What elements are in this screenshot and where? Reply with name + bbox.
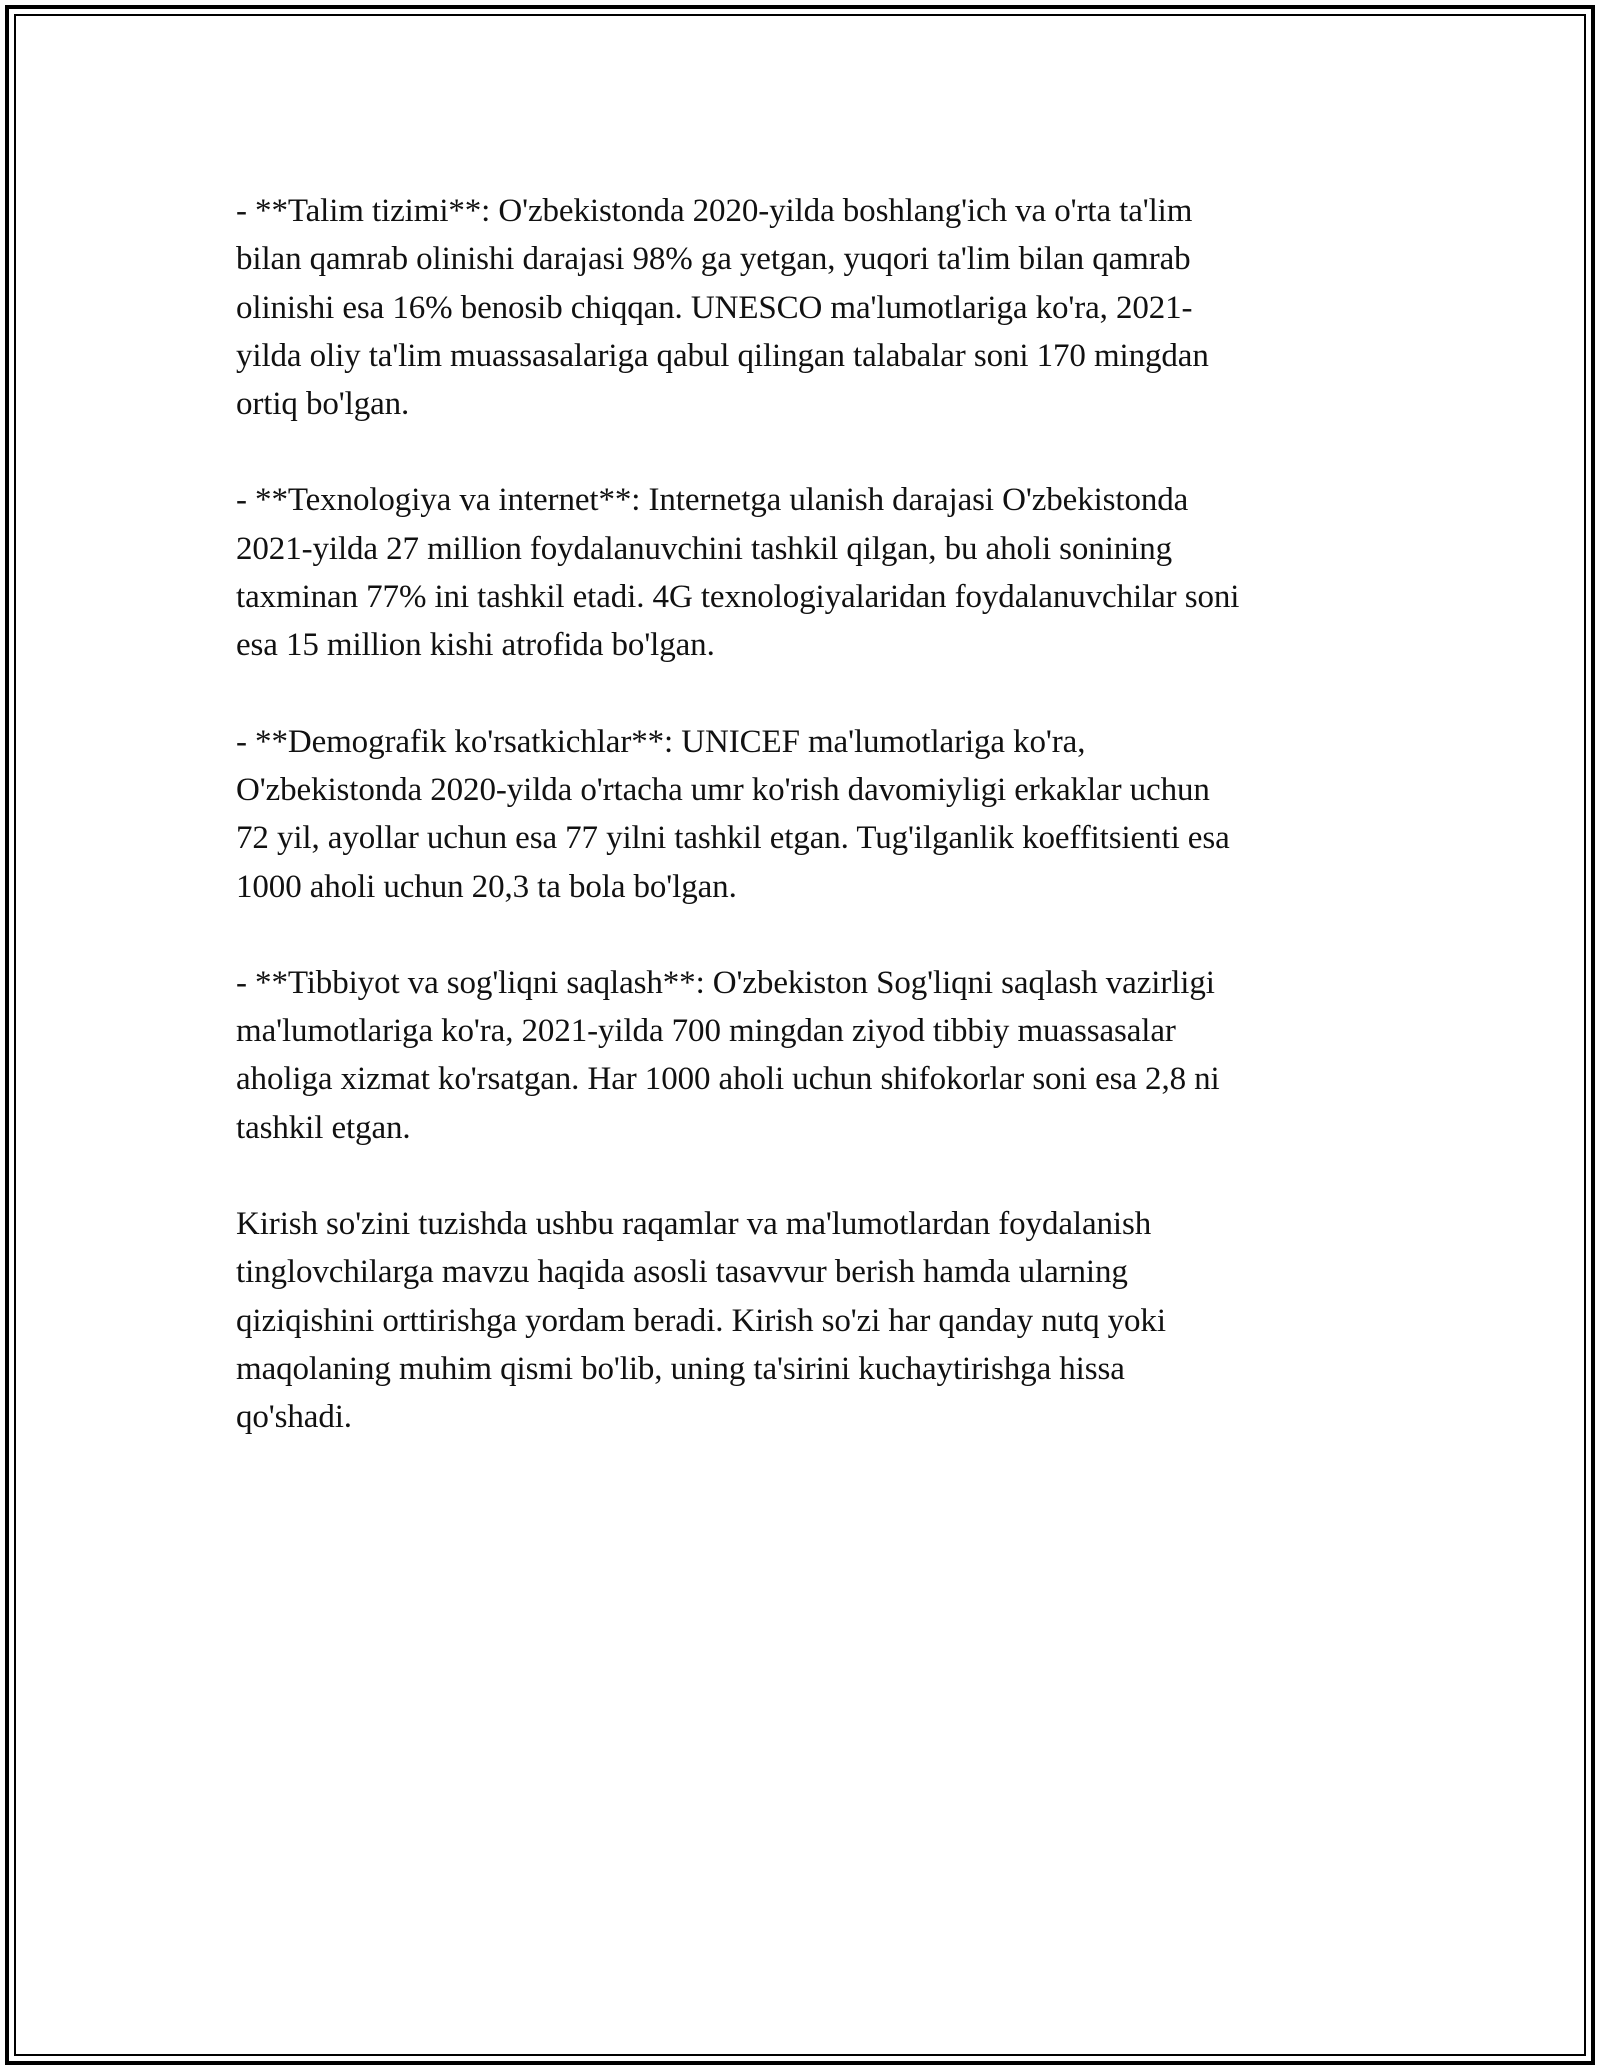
paragraph-demographics: - **Demografik ko'rsatkichlar**: UNICEF ma'lumotlariga ko'ra, O'zbekistonda 2020-yilda o'rtacha umr ko'rish davomiyligi erkaklar uchun 72 yil, ayollar uchun esa 77 yilni tashkil etgan. Tug'ilganlik koeffitsienti esa 1000 aholi uchun 20,3 ta bola bo'lgan. [236, 723, 1230, 905]
paragraph-education: - **Talim tizimi**: O'zbekistonda 2020-yilda boshlang'ich va o'rta ta'lim bilan qamrab olinishi darajasi 98% ga yetgan, yuqori ta'lim bilan qamrab olinishi esa 16% benosib chiqqan. UNESCO ma'lumotlariga ko'ra, 2021- yilda oliy ta'lim muassasalariga qabul qilingan talabalar soni 170 mingdan ortiq bo'lgan. [236, 193, 1209, 423]
document-body [236, 187, 1366, 1490]
paragraph-technology: - **Texnologiya va internet**: Internetga ulanish darajasi O'zbekistonda 2021-yilda 27 million foydalanuvchini tashkil qilgan, bu aholi sonining taxminan 77% ini tashkil etadi. 4G texnologiyalaridan foydalanuvchilar soni esa 15 million kishi atrofida bo'lgan. [236, 482, 1240, 664]
paragraph-conclusion: Kirish so'zini tuzishda ushbu raqamlar va ma'lumotlardan foydalanish tinglovchilarga mavzu haqida asosli tasavvur berish hamda ularning qiziqishini orttirishga yordam beradi. Kirish so'zi har qanday nutq yoki maqolaning muhim qismi bo'lib, uning ta'sirini kuchaytirishga hissa qo'shadi. [236, 1206, 1166, 1436]
paragraph-healthcare: - **Tibbiyot va sog'liqni saqlash**: O'zbekiston Sog'liqni saqlash vazirligi ma'lumotlariga ko'ra, 2021-yilda 700 mingdan ziyod tibbiy muassasalar aholiga xizmat ko'rsatgan. Har 1000 aholi uchun shifokorlar soni esa 2,8 ni tashkil etgan. [236, 964, 1220, 1146]
